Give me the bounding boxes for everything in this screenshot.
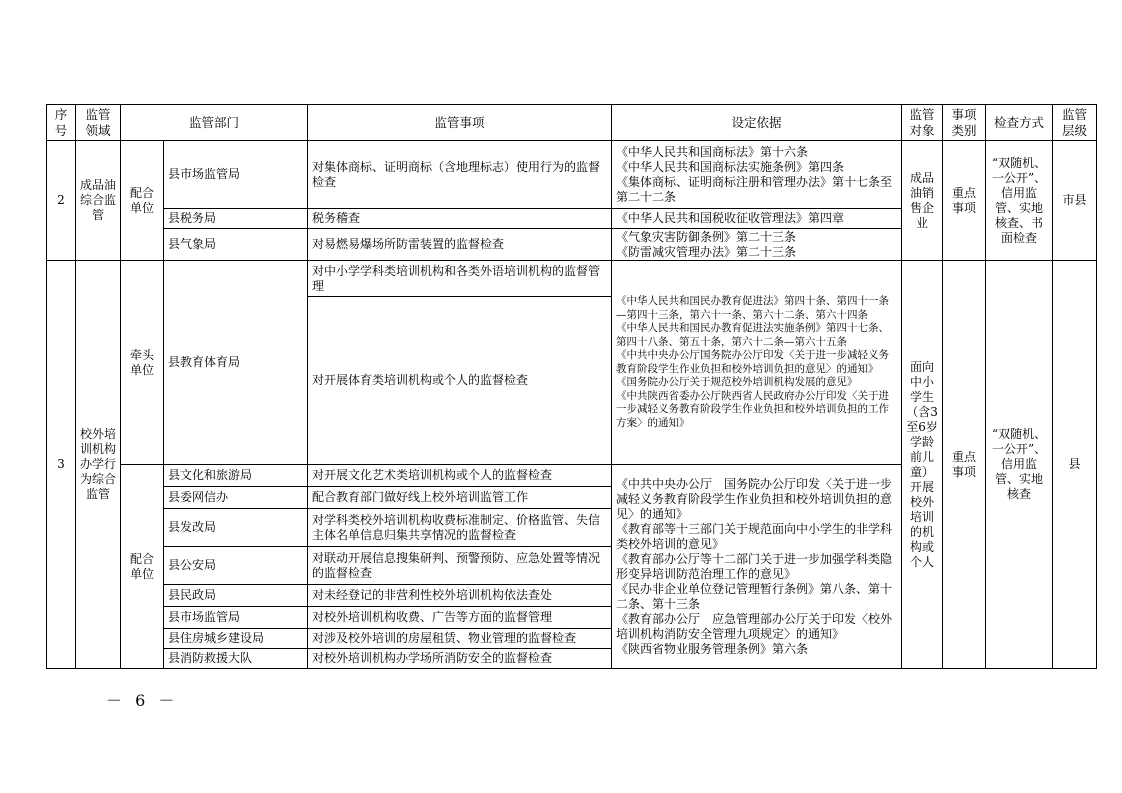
- category-cell: 重点事项: [943, 261, 986, 669]
- header-row: [47, 105, 1097, 141]
- seq-cell: 3: [47, 261, 76, 669]
- coop-basis-cell: 《中共中央办公厅 国务院办公厅印发〈关于进一步减轻义务教育阶段学生作业负担和校外培训负担的意见〉的通知》 《教育部等十三部门关于规范面向中小学生的非学科类校外培训的意见》 《教育部办公厅等十二部门关于进一步加强学科类隐形变异培训防范治理工作的意见》 《民办非企业单位登记管理暂行条例》第八条、第十二条、第十三条 《教育部办公厅 应急管理部办公厅关于印发〈校外培训机构消防安全管理九项规定〉的通知》 《陕西省物业服务管理条例》第六条: [612, 465, 902, 669]
- field-cell: 校外培训机构办学行为综合监管: [76, 261, 121, 669]
- lead-dept-cell: 县教育体育局: [164, 261, 308, 465]
- header-seq: 序号: [47, 105, 76, 141]
- dept-cell: 县公安局: [164, 547, 308, 585]
- dept-cell: 县住房城乡建设局: [164, 629, 308, 649]
- item-cell: 对未经登记的非营利性校外培训机构依法查处: [308, 585, 612, 607]
- dept-cell: 县气象局: [164, 229, 308, 261]
- header-object: 监管对象: [902, 105, 943, 141]
- method-cell: “双随机、一公开”、信用监管、实地核查: [986, 261, 1053, 669]
- header-method: 检查方式: [986, 105, 1053, 141]
- header-dept: 监管部门: [121, 105, 308, 141]
- header-category: 事项类别: [943, 105, 986, 141]
- supervision-table: [46, 104, 1097, 669]
- dept-cell: 县民政局: [164, 585, 308, 607]
- coop-role-cell: 配合单位: [121, 465, 164, 669]
- dept-cell: 县市场监管局: [164, 607, 308, 629]
- item-cell: 对校外培训机构收费、广告等方面的监督管理: [308, 607, 612, 629]
- item-cell: 税务稽查: [308, 209, 612, 229]
- item-cell: 对开展体育类培训机构或个人的监督检查: [308, 297, 612, 465]
- category-cell: 重点事项: [943, 141, 986, 261]
- page-number: － 6 －: [106, 691, 179, 710]
- header-level: 监管层级: [1053, 105, 1097, 141]
- item-cell: 对涉及校外培训的房屋租赁、物业管理的监督检查: [308, 629, 612, 649]
- lead-role-cell: 牵头单位: [121, 261, 164, 465]
- table-row: [47, 261, 1097, 297]
- role-cell: 配合单位: [121, 141, 164, 261]
- header-basis: 设定依据: [612, 105, 902, 141]
- item-cell: 对联动开展信息搜集研判、预警预防、应急处置等情况的监督检查: [308, 547, 612, 585]
- item-cell: 对学科类校外培训机构收费标准制定、价格监管、失信主体名单信息归集共享情况的监督检查: [308, 509, 612, 547]
- dept-cell: 县委网信办: [164, 487, 308, 509]
- dept-cell: 县文化和旅游局: [164, 465, 308, 487]
- header-item: 监管事项: [308, 105, 612, 141]
- level-cell: 市县: [1053, 141, 1097, 261]
- item-cell: 对集体商标、证明商标（含地理标志）使用行为的监督检查: [308, 141, 612, 209]
- object-cell: 面向中小学生（含3至6岁学龄前儿童）开展校外培训的机构或个人: [902, 261, 943, 669]
- dept-cell: 县消防救援大队: [164, 649, 308, 669]
- item-cell: 对易燃易爆场所防雷装置的监督检查: [308, 229, 612, 261]
- method-cell: “双随机、一公开”、信用监管、实地核查、书面检查: [986, 141, 1053, 261]
- table-row: [47, 141, 1097, 209]
- level-cell: 县: [1053, 261, 1097, 669]
- seq-cell: 2: [47, 141, 76, 261]
- dept-cell: 县税务局: [164, 209, 308, 229]
- item-cell: 对中小学学科类培训机构和各类外语培训机构的监督管理: [308, 261, 612, 297]
- item-cell: 对开展文化艺术类培训机构或个人的监督检查: [308, 465, 612, 487]
- basis-cell: 《中华人民共和国税收征收管理法》第四章: [612, 209, 902, 229]
- basis-cell: 《气象灾害防御条例》第二十三条 《防雷减灾管理办法》第二十三条: [612, 229, 902, 261]
- header-field: 监管领域: [76, 105, 121, 141]
- item-cell: 对校外培训机构办学场所消防安全的监督检查: [308, 649, 612, 669]
- object-cell: 成品油销售企业: [902, 141, 943, 261]
- item-cell: 配合教育部门做好线上校外培训监管工作: [308, 487, 612, 509]
- dept-cell: 县发改局: [164, 509, 308, 547]
- dept-cell: 县市场监管局: [164, 141, 308, 209]
- field-cell: 成品油综合监管: [76, 141, 121, 261]
- basis-cell: 《中华人民共和国商标法》第十六条 《中华人民共和国商标法实施条例》第四条 《集体商标、证明商标注册和管理办法》第十七条至第二十二条: [612, 141, 902, 209]
- lead-basis-cell: 《中华人民共和国民办教育促进法》第四十条、第四十一条—第四十三条，第六十一条、第六十二条、第六十四条 《中华人民共和国民办教育促进法实施条例》第四十七条、第四十八条、第五十条，第六十二条—第六十五条 《中共中央办公厅国务院办公厅印发〈关于进一步减轻义务教育阶段学生作业负担和校外培训负担的意见〉的通知》 《国务院办公厅关于规范校外培训机构发展的意见》 《中共陕西省委办公厅陕西省人民政府办公厅印发〈关于进一步减轻义务教育阶段学生作业负担和校外培训负担的工作方案〉的通知》: [612, 261, 902, 465]
